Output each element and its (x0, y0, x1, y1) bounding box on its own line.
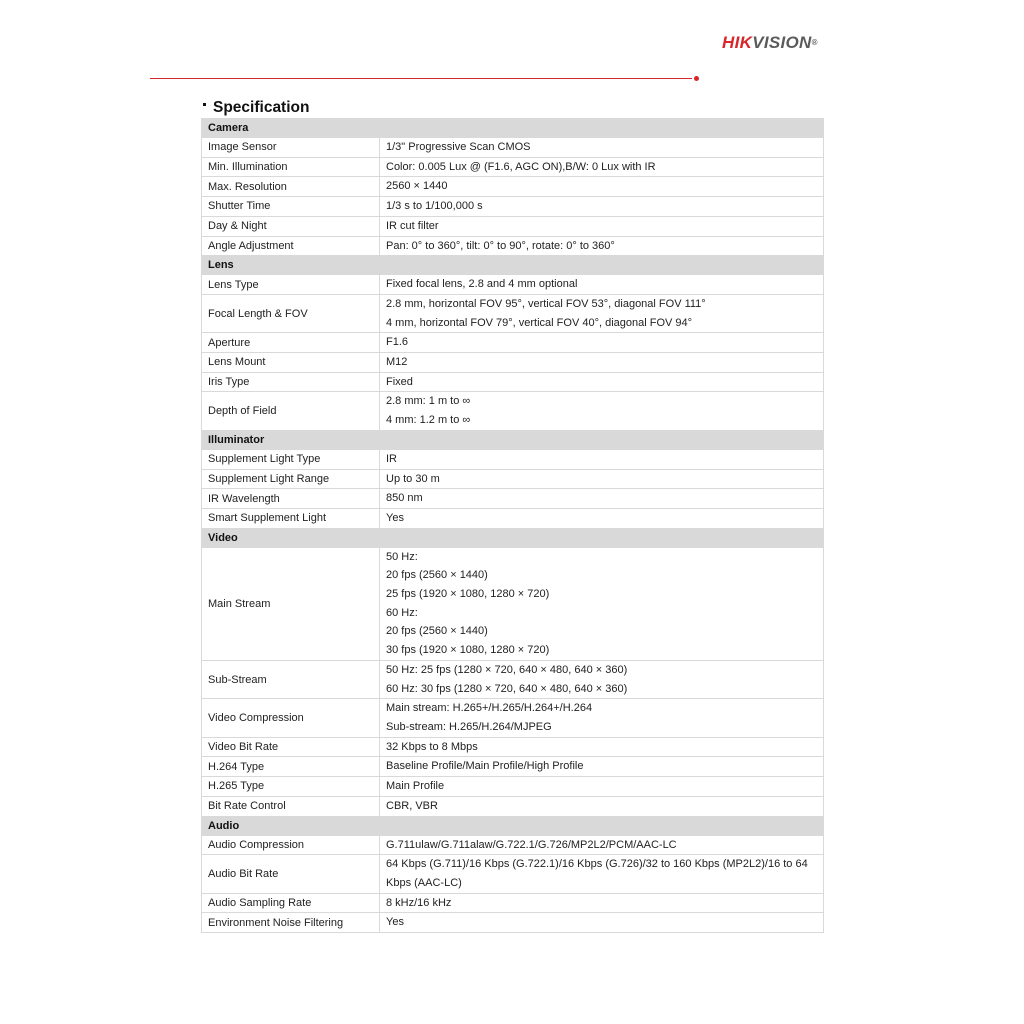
spec-value (380, 796, 824, 816)
spec-label: Main Stream (202, 547, 380, 660)
specification-table-body (202, 119, 824, 933)
spec-value (380, 372, 824, 392)
spec-label: IR Wavelength (202, 489, 380, 509)
table-row (202, 855, 824, 893)
spec-value-line: 60 Hz: (386, 606, 418, 619)
spec-value-line: 1/3" Progressive Scan CMOS (386, 141, 531, 153)
spec-value (380, 757, 824, 777)
spec-value (380, 913, 824, 933)
spec-value (380, 177, 824, 197)
spec-value (380, 469, 824, 489)
spec-label: Focal Length & FOV (202, 294, 380, 332)
spec-value-line: Main Profile (386, 780, 445, 793)
spec-value (380, 197, 824, 217)
spec-value-line: 2.8 mm: 1 m to ∞ (386, 395, 471, 408)
table-row (202, 777, 824, 797)
spec-value (380, 855, 824, 893)
spec-value-line: G.711ulaw/G.711alaw/G.722.1/G.726/MP2L2/PCM/AAC-LC (386, 838, 677, 851)
spec-value-line: F1.6 (386, 336, 409, 349)
spec-value (380, 138, 824, 158)
table-row (202, 197, 824, 217)
spec-value-line: 30 fps (1920 × 1080, 1280 × 720) (386, 644, 550, 657)
table-row (202, 893, 824, 913)
spec-value-line: Pan: 0° to 360°, tilt: 0° to 90°, rotate: 0° to 360° (386, 239, 615, 252)
spec-value-line: 50 Hz: (386, 550, 418, 563)
spec-label: Sub-Stream (202, 660, 380, 698)
spec-label: Lens Type (202, 275, 380, 295)
spec-value-line: CBR, VBR (386, 799, 438, 812)
spec-value-line: 60 Hz: 30 fps (1280 × 720, 640 × 480, 640 × 360) (386, 682, 628, 695)
table-row (202, 216, 824, 236)
spec-label: Audio Compression (202, 835, 380, 855)
spec-label: Min. Illumination (202, 157, 380, 177)
table-row (202, 835, 824, 855)
spec-label: Image Sensor (202, 138, 380, 158)
spec-value-line: Yes (386, 916, 404, 929)
spec-value-line: Color: 0.005 Lux @ (F1.6, AGC ON),B/W: 0 Lux with IR (386, 160, 656, 173)
spec-label: Bit Rate Control (202, 796, 380, 816)
spec-value-line: 4 mm: 1.2 m to ∞ (386, 414, 471, 427)
section-row (202, 816, 824, 835)
spec-label: Angle Adjustment (202, 236, 380, 256)
spec-value-line: 32 Kbps to 8 Mbps (386, 740, 478, 753)
spec-value-line: 64 Kbps (G.711)/16 Kbps (G.722.1)/16 Kbps (G.726)/32 to 160 Kbps (MP2L2)/16 to 64 (386, 858, 808, 871)
spec-label: Smart Supplement Light (202, 508, 380, 528)
heading-bullet-icon (203, 103, 206, 106)
spec-value (380, 547, 824, 660)
table-row (202, 660, 824, 698)
spec-value (380, 699, 824, 737)
hikvision-logo (722, 33, 818, 53)
table-row (202, 757, 824, 777)
spec-value-line: 4 mm, horizontal FOV 79°, vertical FOV 40°, diagonal FOV 94° (386, 316, 693, 329)
spec-value-line: 850 nm (386, 492, 423, 505)
spec-label: Audio Bit Rate (202, 855, 380, 893)
spec-value (380, 275, 824, 295)
spec-value-line: Yes (386, 511, 404, 524)
spec-value (380, 489, 824, 509)
table-row (202, 138, 824, 158)
spec-value (380, 508, 824, 528)
spec-value (380, 737, 824, 757)
spec-value-line: 25 fps (1920 × 1080, 1280 × 720) (386, 588, 550, 601)
table-row (202, 333, 824, 353)
registered-mark: ® (811, 38, 818, 47)
section-title: Camera (202, 119, 824, 138)
spec-value-line: Kbps (AAC-LC) (386, 876, 462, 889)
spec-value-line: Fixed (386, 375, 413, 388)
spec-value (380, 333, 824, 353)
spec-label: Video Bit Rate (202, 737, 380, 757)
spec-value-line: 2.8 mm, horizontal FOV 95°, vertical FOV 53°, diagonal FOV 111° (386, 297, 706, 310)
spec-value (380, 835, 824, 855)
section-title: Video (202, 528, 824, 547)
spec-label: Max. Resolution (202, 177, 380, 197)
spec-value-line: M12 (386, 356, 408, 369)
table-row (202, 449, 824, 469)
section-title: Lens (202, 256, 824, 275)
page-heading (203, 98, 309, 118)
spec-value (380, 236, 824, 256)
section-title: Audio (202, 816, 824, 835)
spec-value (380, 216, 824, 236)
spec-value-line: IR cut filter (386, 219, 439, 232)
spec-label: Supplement Light Type (202, 449, 380, 469)
table-row (202, 157, 824, 177)
spec-label: Environment Noise Filtering (202, 913, 380, 933)
spec-value-line: Main stream: H.265+/H.265/H.264+/H.264 (386, 702, 593, 715)
spec-label: Video Compression (202, 699, 380, 737)
table-row (202, 372, 824, 392)
spec-label: H.265 Type (202, 777, 380, 797)
spec-label: Iris Type (202, 372, 380, 392)
table-row (202, 294, 824, 332)
header-rule-dot (694, 76, 699, 81)
spec-value-line: 20 fps (2560 × 1440) (386, 569, 488, 582)
spec-value (380, 449, 824, 469)
logo-vision-text: VISION (752, 33, 812, 52)
spec-value-line: 1/3 s to 1/100,000 s (386, 200, 483, 213)
table-row (202, 469, 824, 489)
table-row (202, 353, 824, 373)
table-row (202, 275, 824, 295)
spec-label: Audio Sampling Rate (202, 893, 380, 913)
spec-label: Lens Mount (202, 353, 380, 373)
specification-table (201, 118, 824, 933)
spec-value (380, 660, 824, 698)
table-row (202, 392, 824, 430)
spec-label: Day & Night (202, 216, 380, 236)
section-row (202, 430, 824, 449)
spec-value-line: Fixed focal lens, 2.8 and 4 mm optional (386, 278, 578, 291)
spec-label: Supplement Light Range (202, 469, 380, 489)
spec-label: Depth of Field (202, 392, 380, 430)
logo-hik-text: HIK (722, 33, 753, 52)
spec-value (380, 777, 824, 797)
spec-value-line: Up to 30 m (386, 472, 440, 485)
table-row (202, 177, 824, 197)
table-row (202, 236, 824, 256)
spec-value (380, 392, 824, 430)
section-row (202, 528, 824, 547)
section-row (202, 256, 824, 275)
table-row (202, 508, 824, 528)
spec-label: H.264 Type (202, 757, 380, 777)
spec-label: Shutter Time (202, 197, 380, 217)
header-rule (150, 78, 692, 79)
heading-text: Specification (213, 99, 310, 116)
section-row (202, 119, 824, 138)
spec-value (380, 893, 824, 913)
table-row (202, 737, 824, 757)
table-row (202, 547, 824, 660)
table-row (202, 699, 824, 737)
table-row (202, 913, 824, 933)
spec-value-line: Sub-stream: H.265/H.264/MJPEG (386, 720, 552, 733)
spec-value (380, 353, 824, 373)
spec-value (380, 157, 824, 177)
spec-value-line: IR (386, 452, 397, 465)
spec-value-line: Baseline Profile/Main Profile/High Profile (386, 760, 584, 773)
spec-label: Aperture (202, 333, 380, 353)
spec-value-line: 8 kHz/16 kHz (386, 896, 452, 909)
section-title: Illuminator (202, 430, 824, 449)
spec-value (380, 294, 824, 332)
table-row (202, 796, 824, 816)
spec-value-line: 20 fps (2560 × 1440) (386, 625, 488, 638)
spec-value-line: 50 Hz: 25 fps (1280 × 720, 640 × 480, 640 × 360) (386, 663, 628, 676)
spec-value-line: 2560 × 1440 (386, 180, 448, 193)
table-row (202, 489, 824, 509)
